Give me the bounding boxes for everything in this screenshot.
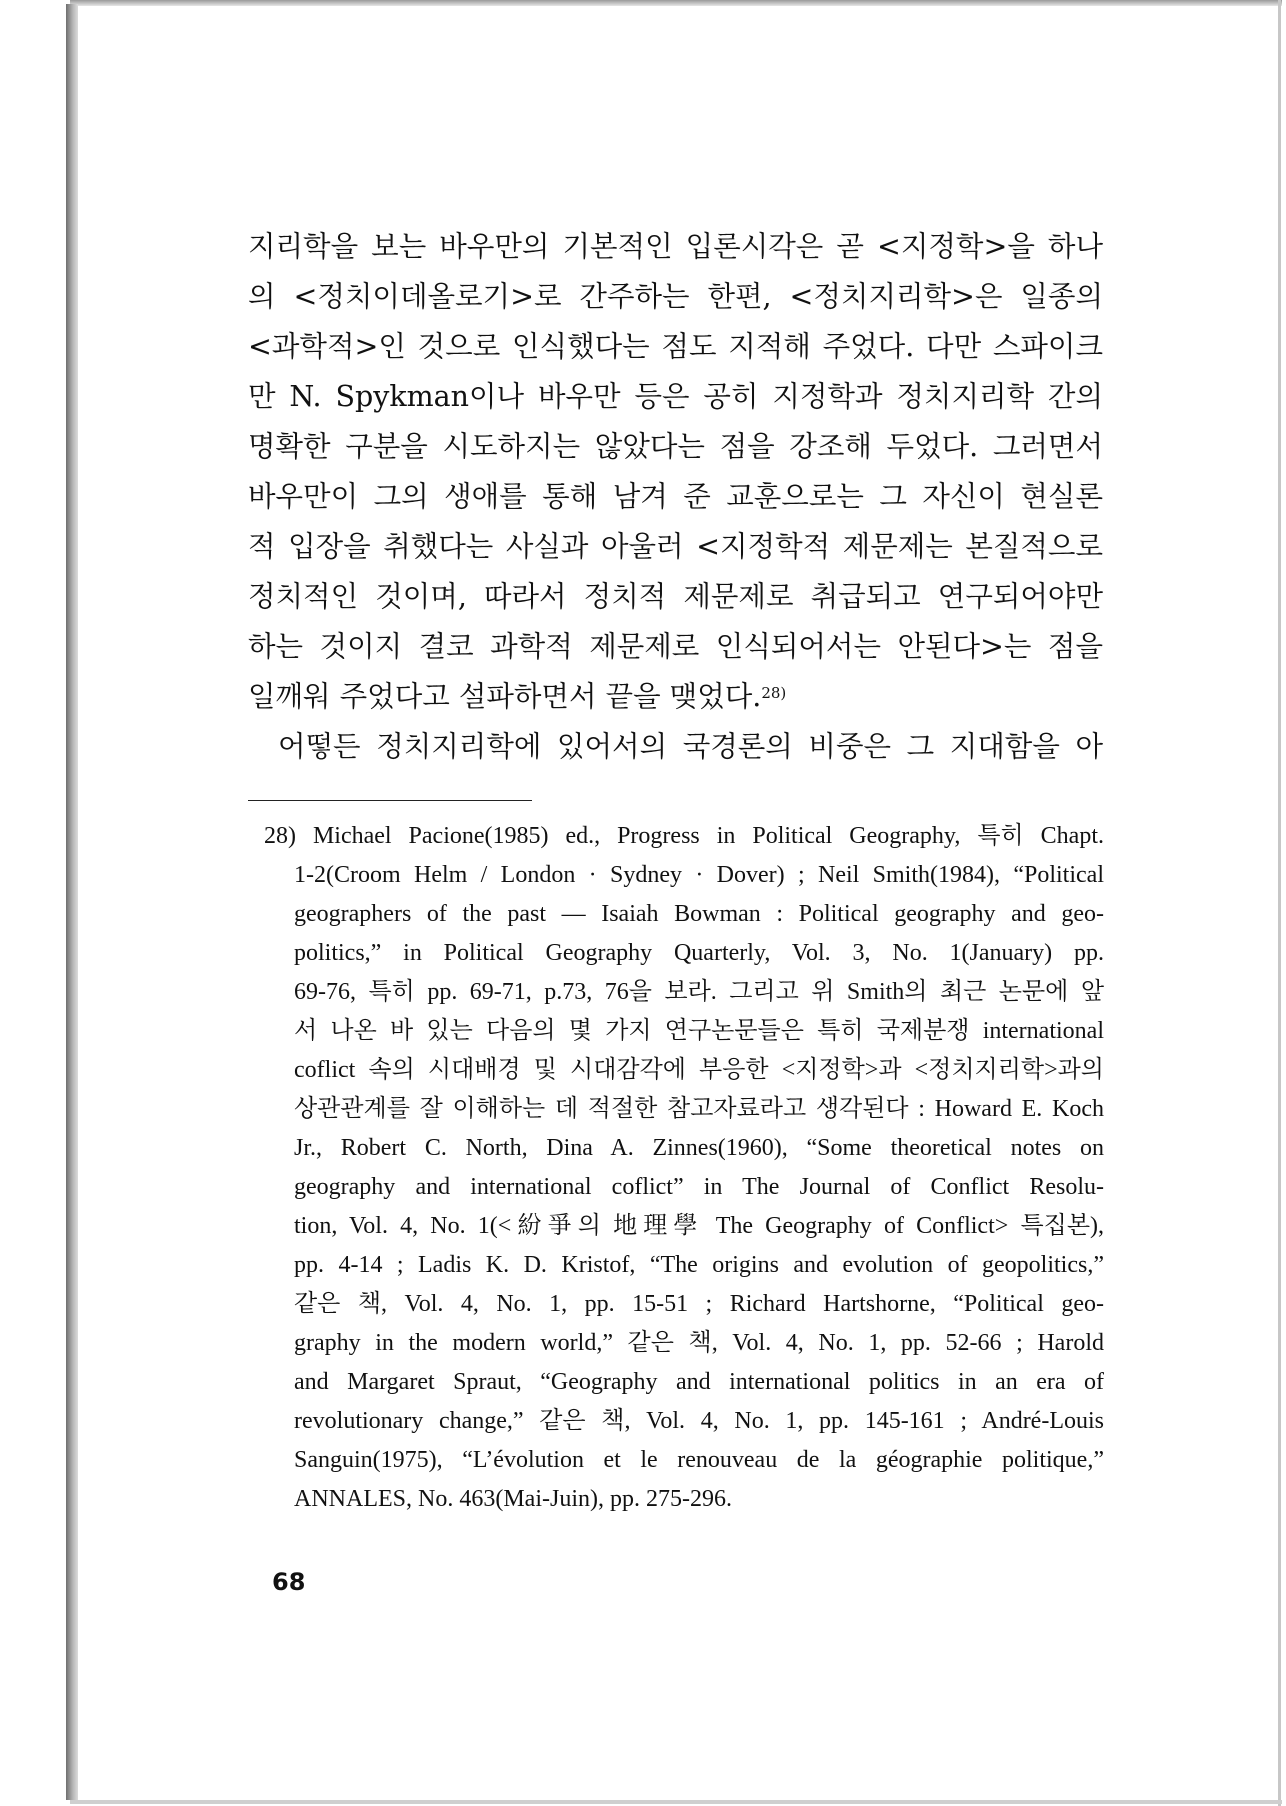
body-line-with-footnote xyxy=(248,672,1103,722)
footnote-line: Jr., Robert C. North, Dina A. Zinnes(1960), “Some theoretical notes on xyxy=(294,1135,1104,1161)
body-line-paragraph-start: 어떻든 정치지리학에 있어서의 국경론의 비중은 그 지대함을 아 xyxy=(278,730,1103,763)
body-line-text: 일깨워 주었다고 설파하면서 끝을 맺었다. xyxy=(248,680,762,713)
footnote-line: revolutionary change,” 같은 책, Vol. 4, No. 1, pp. 145-161 ; André-Louis xyxy=(294,1408,1104,1434)
book-spine-shadow xyxy=(66,4,78,1800)
footnote-line: pp. 4-14 ; Ladis K. D. Kristof, “The origins and evolution of geopolitics,” xyxy=(294,1252,1104,1278)
footnote-line: tion, Vol. 4, No. 1(<紛爭의 地理學 The Geography of Conflict> 특집본), xyxy=(294,1213,1104,1239)
body-line: 적 입장을 취했다는 사실과 아울러 <지정학적 제문제는 본질적으로 xyxy=(248,530,1103,563)
body-line: 정치적인 것이며, 따라서 정치적 제문제로 취급되고 연구되어야만 xyxy=(248,580,1103,613)
footnote-reference: 28) xyxy=(761,684,787,702)
footnote-line: and Margaret Spraut, “Geography and international politics in an era of xyxy=(294,1369,1104,1395)
body-line: 지리학을 보는 바우만의 기본적인 입론시각은 곧 <지정학>을 하나 xyxy=(248,230,1103,263)
body-line: 명확한 구분을 시도하지는 않았다는 점을 강조해 두었다. 그러면서 xyxy=(248,430,1103,463)
footnote-line: politics,” in Political Geography Quarterly, Vol. 3, No. 1(January) pp. xyxy=(294,940,1104,966)
footnote-divider xyxy=(248,800,532,801)
body-line: 만 N. Spykman이나 바우만 등은 공히 지정학과 정치지리학 간의 xyxy=(248,380,1103,413)
footnote-line: geography and international coflict” in The Journal of Conflict Resolu- xyxy=(294,1174,1104,1200)
footnote-line: 69-76, 특히 pp. 69-71, p.73, 76을 보라. 그리고 위 Smith의 최근 논문에 앞 xyxy=(294,979,1104,1005)
footnote-line: coflict 속의 시대배경 및 시대감각에 부응한 <지정학>과 <정치지리학>과의 xyxy=(294,1057,1104,1083)
footnote-line: 28) Michael Pacione(1985) ed., Progress in Political Geography, 특히 Chapt. xyxy=(264,823,1104,849)
footnote-line: geographers of the past — Isaiah Bowman : Political geography and geo- xyxy=(294,901,1104,927)
body-line: <과학적>인 것으로 인식했다는 점도 지적해 주었다. 다만 스파이크 xyxy=(248,330,1103,363)
body-line: 하는 것이지 결코 과학적 제문제로 인식되어서는 안된다>는 점을 xyxy=(248,630,1103,663)
footnote-line: 같은 책, Vol. 4, No. 1, pp. 15-51 ; Richard Hartshorne, “Political geo- xyxy=(294,1291,1104,1317)
footnote-28 xyxy=(264,817,1104,1519)
page-bottom-edge xyxy=(70,1800,1282,1804)
body-paragraph xyxy=(248,222,1103,772)
footnote-line: 서 나온 바 있는 다음의 몇 가지 연구논문들은 특히 국제분쟁 international xyxy=(294,1018,1104,1044)
page-number: 68 xyxy=(272,1568,306,1596)
footnote-line: Sanguin(1975), “L’évolution et le renouveau de la géographie politique,” xyxy=(294,1447,1104,1473)
footnote-line: ANNALES, No. 463(Mai-Juin), pp. 275-296. xyxy=(294,1486,732,1512)
page-right-edge xyxy=(1278,0,1281,1806)
footnote-line: 1-2(Croom Helm / London · Sydney · Dover) ; Neil Smith(1984), “Political xyxy=(294,862,1104,888)
footnote-line: 상관관계를 잘 이해하는 데 적절한 참고자료라고 생각된다 : Howard E. Koch xyxy=(294,1096,1104,1122)
body-line: 의 <정치이데올로기>로 간주하는 한편, <정치지리학>은 일종의 xyxy=(248,280,1103,313)
body-line: 바우만이 그의 생애를 통해 남겨 준 교훈으로는 그 자신이 현실론 xyxy=(248,480,1103,513)
footnote-line: graphy in the modern world,” 같은 책, Vol. 4, No. 1, pp. 52-66 ; Harold xyxy=(294,1330,1104,1356)
